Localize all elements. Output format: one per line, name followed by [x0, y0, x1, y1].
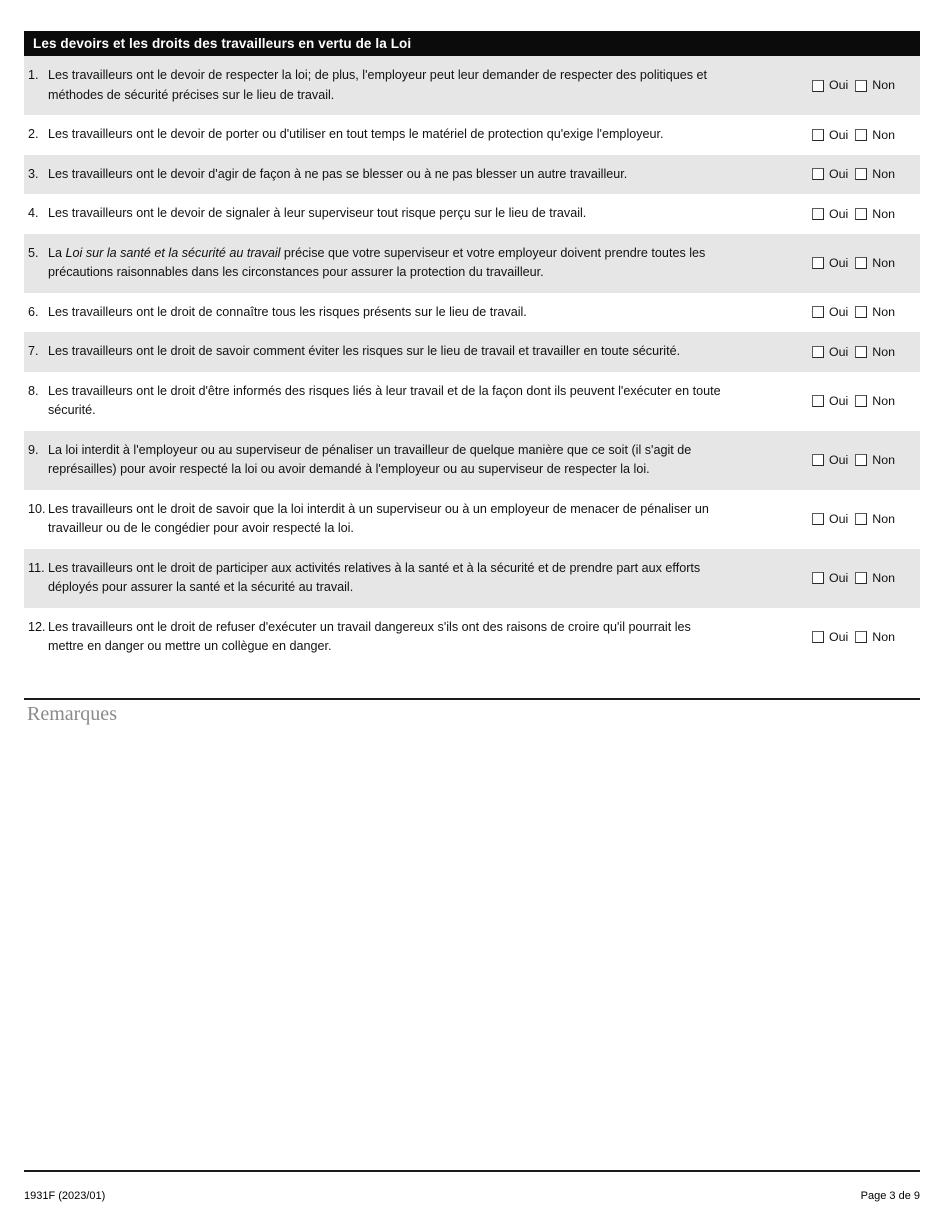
question-number: 9. [28, 442, 39, 457]
footer-form-code: 1931F (2023/01) [24, 1190, 106, 1202]
question-line2: déployés pour assurer la santé et la sécurité au travail. [48, 580, 354, 595]
choice-no-label: Non [872, 206, 896, 221]
question-body [48, 561, 700, 575]
question-text [24, 56, 810, 115]
choice-no[interactable] [855, 395, 895, 407]
choice-no-label: Non [872, 78, 896, 93]
choice-no-label: Non [872, 452, 896, 467]
question-choices [810, 194, 920, 234]
question-number: 6. [28, 304, 39, 319]
question-line1: Les travailleurs ont le devoir d'agir de façon à ne pas se blesser ou à ne pas blesser un autre travailleur. [48, 166, 628, 181]
choice-no[interactable] [855, 257, 895, 269]
choice-no-label: Non [872, 344, 896, 359]
question-line2: précautions raisonnables dans les circonstances pour assurer la protection du travailleur. [48, 265, 544, 280]
choice-yes[interactable] [812, 129, 848, 141]
question-line1: Les travailleurs ont le devoir de signaler à leur superviseur tout risque perçu sur le lieu de travail. [48, 206, 587, 221]
checkbox-no-icon[interactable] [855, 129, 867, 141]
choice-yes-label: Oui [829, 393, 849, 408]
question-row [24, 332, 920, 372]
choice-yes[interactable] [812, 513, 848, 525]
question-body [48, 620, 691, 634]
choice-no[interactable] [855, 208, 895, 220]
question-number: 1. [28, 68, 39, 82]
choice-yes[interactable] [812, 306, 848, 318]
choice-yes-label: Oui [829, 127, 849, 142]
question-number: 12. [28, 619, 46, 634]
choice-yes[interactable] [812, 168, 848, 180]
choice-no-label: Non [872, 167, 896, 182]
question-line1-post: précise que votre superviseur et votre employeur doivent prendre toutes les [280, 245, 706, 260]
question-row [24, 234, 920, 293]
question-body [48, 502, 709, 516]
question-text [24, 372, 810, 431]
choice-yes-label: Oui [829, 206, 849, 221]
question-line2: travailleur ou de le congédier pour avoir respecté la loi. [48, 521, 354, 536]
question-line1: Les travailleurs ont le droit de refuser d'exécuter un travail dangereux s'ils ont des raisons de croire qu'il pourrait les [48, 619, 691, 634]
question-number: 11. [28, 560, 45, 575]
choice-yes[interactable] [812, 346, 848, 358]
footer-rule [24, 1170, 920, 1172]
question-body [48, 344, 680, 358]
question-body [48, 127, 664, 141]
choice-no-label: Non [872, 393, 896, 408]
question-text [24, 194, 810, 234]
question-number: 8. [28, 383, 39, 398]
choice-no[interactable] [855, 129, 895, 141]
question-row [24, 155, 920, 195]
question-row [24, 372, 920, 431]
question-body [48, 206, 586, 220]
choice-yes-label: Oui [829, 512, 849, 527]
question-line1: Les travailleurs ont le droit d'être informés des risques liés à leur travail et de la façon dont ils peuvent l'exécuter en toute [48, 383, 721, 398]
checkbox-no-icon[interactable] [855, 395, 867, 407]
checkbox-yes-icon[interactable] [812, 572, 824, 584]
question-text [24, 293, 810, 333]
choice-no-label: Non [872, 305, 896, 320]
checkbox-yes-icon[interactable] [812, 168, 824, 180]
choice-no[interactable] [855, 306, 895, 318]
question-law-title: Loi sur la santé et la sécurité au travail [65, 245, 281, 260]
choice-yes[interactable] [812, 257, 848, 269]
checkbox-no-icon[interactable] [855, 454, 867, 466]
choice-yes[interactable] [812, 454, 848, 466]
question-body [48, 443, 691, 457]
checkbox-yes-icon[interactable] [812, 513, 824, 525]
checkbox-no-icon[interactable] [855, 208, 867, 220]
choice-yes-label: Oui [829, 78, 849, 93]
question-row [24, 490, 920, 549]
checkbox-no-icon[interactable] [855, 257, 867, 269]
footer [24, 1190, 920, 1202]
question-choices [810, 549, 920, 608]
choice-no[interactable] [855, 454, 895, 466]
question-line2: mettre en danger ou mettre un collègue en danger. [48, 639, 332, 654]
checkbox-yes-icon[interactable] [812, 129, 824, 141]
checkbox-no-icon[interactable] [855, 631, 867, 643]
question-line1: Les travailleurs ont le droit de participer aux activités relatives à la santé et à la sécurité et de prendre part aux efforts [48, 560, 701, 575]
footer-page-number: Page 3 de 9 [860, 1190, 920, 1202]
question-line2: représailles) pour avoir respecté la loi ou avoir demandé à l'employeur ou au superviseur de respecter la loi. [48, 462, 650, 477]
question-row [24, 293, 920, 333]
checkbox-no-icon[interactable] [855, 306, 867, 318]
question-text [24, 115, 810, 155]
checkbox-yes-icon[interactable] [812, 631, 824, 643]
question-text [24, 549, 810, 608]
choice-yes[interactable] [812, 572, 848, 584]
choice-yes-label: Oui [829, 305, 849, 320]
section-header-title: Les devoirs et les droits des travailleurs en vertu de la Loi [33, 35, 412, 51]
question-choices [810, 490, 920, 549]
question-body [48, 167, 627, 181]
checkbox-yes-icon[interactable] [812, 306, 824, 318]
choice-no-label: Non [872, 512, 896, 527]
question-choices [810, 332, 920, 372]
checkbox-no-icon[interactable] [855, 346, 867, 358]
checkbox-yes-icon[interactable] [812, 454, 824, 466]
choice-yes-label: Oui [829, 452, 849, 467]
checkbox-no-icon[interactable] [855, 513, 867, 525]
choice-yes-label: Oui [829, 255, 849, 270]
question-row [24, 549, 920, 608]
question-number: 7. [28, 344, 39, 359]
choice-yes-label: Oui [829, 344, 849, 359]
questions-table [24, 56, 920, 667]
choice-no[interactable] [855, 346, 895, 358]
choice-yes[interactable] [812, 79, 848, 91]
question-text [24, 608, 810, 667]
question-line2: sécurité. [48, 403, 96, 418]
question-text [24, 155, 810, 195]
question-choices [810, 155, 920, 195]
choice-yes[interactable] [812, 208, 848, 220]
checkbox-no-icon[interactable] [855, 168, 867, 180]
section-header [24, 31, 920, 56]
choice-no[interactable] [855, 79, 895, 91]
question-choices [810, 431, 920, 490]
remarks-writing-area[interactable] [24, 726, 920, 1146]
question-choices [810, 293, 920, 333]
remarks-label: Remarques [27, 703, 117, 725]
choice-no-label: Non [872, 571, 896, 586]
choice-yes-label: Oui [829, 630, 849, 645]
checkbox-yes-icon[interactable] [812, 257, 824, 269]
question-text [24, 332, 810, 372]
choice-no[interactable] [855, 572, 895, 584]
question-row [24, 56, 920, 115]
question-choices [810, 608, 920, 667]
question-choices [810, 56, 920, 115]
question-line1: Les travailleurs ont le droit de savoir comment éviter les risques sur le lieu de travail et travailler en toute sécurité. [48, 344, 681, 359]
question-body [48, 246, 705, 260]
question-choices [810, 115, 920, 155]
choice-no-label: Non [872, 127, 896, 142]
choice-no[interactable] [855, 168, 895, 180]
choice-no[interactable] [855, 631, 895, 643]
question-choices [810, 372, 920, 431]
choice-yes[interactable] [812, 631, 848, 643]
question-number: 5. [28, 245, 39, 260]
question-number: 4. [28, 206, 39, 221]
question-body [48, 384, 721, 398]
question-line1: Les travailleurs ont le droit de savoir que la loi interdit à un superviseur ou à un employeur de menacer de pénaliser un [48, 501, 709, 516]
question-row [24, 115, 920, 155]
question-choices [810, 234, 920, 293]
question-line1: Les travailleurs ont le devoir de porter ou d'utiliser en tout temps le matériel de protection qu'exige l'employeur. [48, 127, 664, 142]
choice-no[interactable] [855, 513, 895, 525]
checkbox-yes-icon[interactable] [812, 346, 824, 358]
choice-no-label: Non [872, 255, 896, 270]
question-number: 3. [28, 166, 39, 181]
question-line1: La loi interdit à l'employeur ou au superviseur de pénaliser un travailleur de quelque manière que ce soit (il s'agit de [48, 442, 692, 457]
question-row [24, 431, 920, 490]
checkbox-no-icon[interactable] [855, 80, 867, 92]
question-body [48, 305, 527, 319]
question-body [48, 68, 707, 82]
choice-no-label: Non [872, 630, 896, 645]
checkbox-yes-icon[interactable] [812, 395, 824, 407]
question-number: 2. [28, 127, 39, 142]
checkbox-yes-icon[interactable] [812, 80, 824, 92]
choice-yes-label: Oui [829, 167, 849, 182]
checkbox-yes-icon[interactable] [812, 208, 824, 220]
question-row [24, 608, 920, 667]
remarks-block [24, 698, 920, 1146]
question-number: 10. [28, 501, 46, 516]
question-text [24, 490, 810, 549]
question-row [24, 194, 920, 234]
question-line2: méthodes de sécurité précises sur le lieu de travail. [48, 87, 335, 102]
question-line1-pre: La [48, 245, 66, 260]
choice-yes[interactable] [812, 395, 848, 407]
question-line1: Les travailleurs ont le droit de connaître tous les risques présents sur le lieu de travail. [48, 304, 527, 319]
checkbox-no-icon[interactable] [855, 572, 867, 584]
question-text [24, 431, 810, 490]
question-text [24, 234, 810, 293]
choice-yes-label: Oui [829, 571, 849, 586]
question-line1: Les travailleurs ont le devoir de respecter la loi; de plus, l'employeur peut leur demander de respecter des politiques et [48, 68, 708, 82]
